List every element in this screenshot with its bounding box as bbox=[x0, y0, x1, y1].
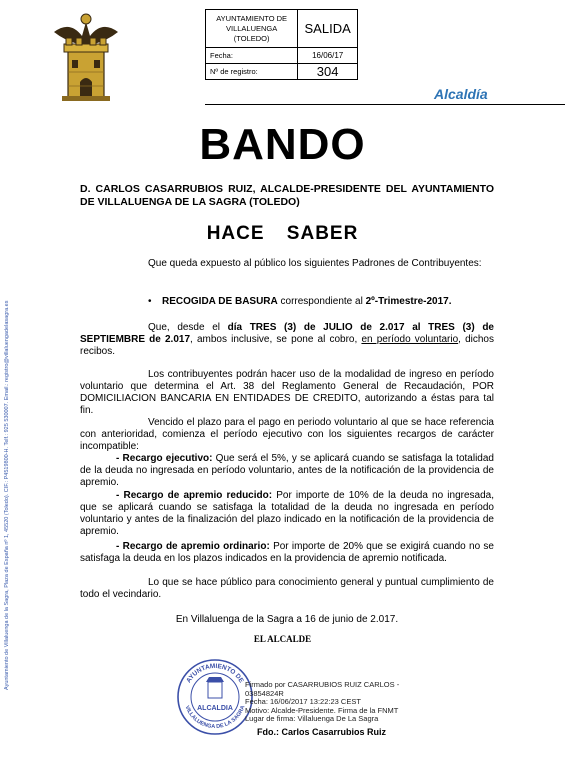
cobro-dates: día TRES (3) de JULIO de 2.017 al TRES (3) de SEPTIEMBRE de 2.017 bbox=[80, 322, 494, 345]
paragraph-cobro bbox=[80, 322, 494, 358]
signature-line-2: 03854824R bbox=[245, 688, 284, 698]
signature-line-4: Motivo: Alcalde-Presidente. Firma de la FNMT bbox=[245, 705, 399, 715]
el-alcalde-label: EL ALCALDE bbox=[253, 634, 312, 644]
bullet-text: correspondiente al bbox=[277, 296, 366, 307]
recargo-ejecutivo-text: Que será el 5%, y se aplicará cuando se satisfaga la totalidad de la deuda no ingresada en período voluntario, antes de la notificación de la providencia de apremio. bbox=[80, 453, 494, 488]
document-heading: D. CARLOS CASARRUBIOS RUIZ, ALCALDE-PRESIDENTE DEL AYUNTAMIENTO DE VILLALUENGA DE LA SAGRA (TOLEDO) bbox=[80, 183, 494, 208]
recargo-ordinario-text: Por importe de 20% que se exigirá cuando no se satisfaga la deuda en los plazos indicados en la providencia de apremio notificada. bbox=[80, 541, 494, 564]
place-date: En Villaluenga de la Sagra a 16 de junio de 2.017. bbox=[175, 614, 399, 625]
cobro-voluntario: en período voluntario bbox=[361, 334, 459, 345]
recargo-reducido bbox=[80, 490, 494, 538]
paragraph-padrones: Que queda expuesto al público los siguientes Padrones de Contribuyentes: bbox=[148, 258, 482, 269]
digital-signature-block bbox=[245, 681, 399, 724]
signer-name: Fdo.: Carlos Casarrubios Ruiz bbox=[257, 727, 387, 737]
signature-line-5: Lugar de firma: Villaluenga De La Sagra bbox=[245, 714, 379, 723]
header-divider bbox=[205, 104, 565, 105]
cobro-text-e: , dichos recibos. bbox=[80, 334, 494, 357]
cobro-text-a: Que, desde el bbox=[148, 322, 228, 333]
registry-date-label: Fecha: bbox=[206, 48, 298, 64]
svg-text:AYUNTAMIENTO DE: AYUNTAMIENTO DE bbox=[185, 662, 245, 685]
side-address-text: Ayuntamiento de Villaluenga de la Sagra, Plaza de España nº 1, 45520 (Toledo). CIF.: P4519800-H. Telf.: 925 530007. Email.: registro@villaluengadelasagra.es bbox=[4, 300, 10, 690]
signature-line-3: Fecha: 16/06/2017 13:22:23 CEST bbox=[245, 697, 361, 706]
registry-number-label: Nº de registro: bbox=[206, 64, 298, 80]
bullet-icon: • bbox=[148, 296, 152, 307]
registry-stamp bbox=[205, 9, 358, 80]
bullet-period: 2º-Trimestre-2017. bbox=[365, 296, 452, 307]
recargo-reducido-text: Por importe de 10% de la deuda no ingresada, que se aplicará cuando se satisfaga la totalidad de la deuda no ingresada en período voluntario y antes de la finalización del plazo indicado en la notificación de la providencia de apremio. bbox=[80, 490, 494, 537]
hace-saber-heading: HACE SABER bbox=[206, 223, 359, 244]
municipal-crest-logo bbox=[50, 10, 122, 105]
department-label: Alcaldía bbox=[434, 86, 488, 102]
registry-date-value: 16/06/17 bbox=[298, 48, 358, 64]
paragraph-recargos-intro: Vencido el plazo para el pago en periodo voluntario al que se hace referencia con anterioridad, comienza el período ejecutivo con los siguientes recargos de carácter incompatible: bbox=[80, 417, 494, 452]
recargo-ordinario-label: - Recargo de apremio ordinario: bbox=[116, 541, 270, 552]
paragraph-publico: Lo que se hace público para conocimiento general y puntual cumplimiento de todo el vecindario. bbox=[80, 577, 494, 600]
registry-number-value: 304 bbox=[298, 64, 358, 80]
signature-line-1: Firmado por CASARRUBIOS RUIZ CARLOS - bbox=[245, 680, 400, 689]
registry-direction: SALIDA bbox=[298, 10, 358, 48]
bullet-recogida-basura bbox=[148, 296, 452, 307]
document-title: BANDO bbox=[199, 120, 366, 169]
registry-organization: AYUNTAMIENTO DE VILLALUENGA (TOLEDO) bbox=[206, 10, 298, 48]
alcaldia-seal-stamp bbox=[176, 658, 254, 736]
paragraph-domiciliacion: Los contribuyentes podrán hacer uso de la modalidad de ingreso en período voluntario que determina el Art. 38 del Reglamento General de Recaudación, POR DOMICILIACION BANCARIA EN ENTIDADES DE CREDITO, autorizando a éstas para tal fin. bbox=[80, 369, 494, 416]
svg-text:VILLALUENGA DE LA SAGRA: VILLALUENGA DE LA SAGRA bbox=[183, 704, 247, 731]
recargo-reducido-label: - Recargo de apremio reducido: bbox=[116, 490, 273, 501]
svg-text:ALCALDIA: ALCALDIA bbox=[197, 705, 233, 712]
cobro-text-c: , ambos inclusive, se pone al cobro, bbox=[190, 334, 362, 345]
recargo-ejecutivo bbox=[80, 453, 494, 489]
recargo-ejecutivo-label: - Recargo ejecutivo: bbox=[116, 453, 213, 464]
bullet-bold-text: RECOGIDA DE BASURA bbox=[162, 296, 278, 307]
recargo-ordinario bbox=[80, 541, 494, 565]
